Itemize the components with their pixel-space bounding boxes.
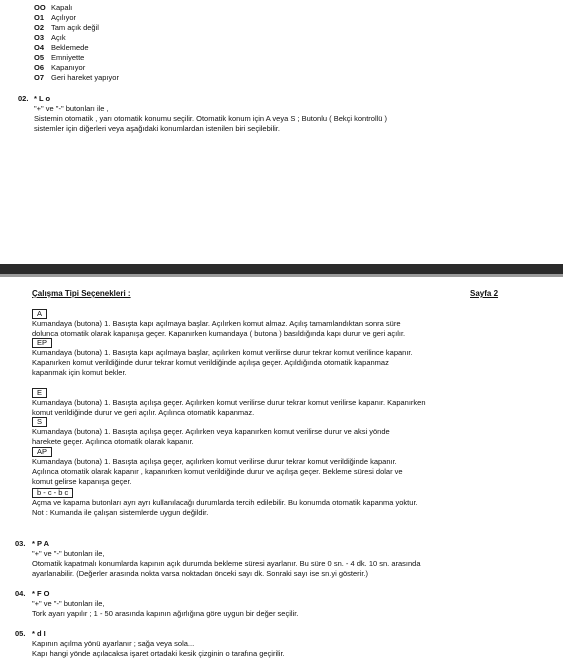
state-list [34,3,119,83]
page-separator [0,264,563,274]
state-code: O2 [34,23,45,32]
option-line: kapanmak için komut bekler. [32,368,127,377]
section-body [32,549,421,579]
page-separator-shadow [0,274,563,277]
option-block-ep [32,338,413,378]
option-label: AP [32,447,52,457]
state-code: OO [34,3,46,12]
state-item [34,63,119,73]
section-number: 03. [15,539,26,548]
option-line: Kapanırken komut verildiğinde durur tekrar komut verildiğinde açılışa geçer. Açıldığında otomatik kapanmaz [32,358,389,367]
section-title: * P A [32,539,50,548]
state-code: O6 [34,63,45,72]
option-line: Açılınca otomatik olarak kapanır , kapanırken komut verildiğinde durur ve açılışa geçer. Bekleme süresi dolar ve [32,467,403,476]
section-body [32,639,285,659]
option-line: dolunca otomatik olarak kapanışa geçer. Kapanırken kumandaya ( butona ) basıldığında kapı durur ve geri açılır. [32,329,406,338]
option-line: Açma ve kapama butonları ayrı ayrı kullanılacağı durumlarda tercih edilebilir. Bu konumda otomatik kapanma yoktur. [32,498,418,507]
state-code: O3 [34,33,45,42]
body-line: ayarlanabilir. (Değerler arasında nokta varsa noktadan önceki sayı dk. Sonraki sayı ise sn.yi gösterir.) [32,569,368,578]
option-block-s [32,417,390,447]
option-line: Kumandaya (butona) 1. Basışta açılışa geçer. Açılırken veya kapanırken komut verilirse durur ve aksi yönde [32,427,390,436]
state-label: Tam açık değil [51,23,99,32]
state-item [34,43,119,53]
body-line: Kapının açılma yönü ayarlanır ; sağa veya sola... [32,639,195,648]
option-block-ap [32,447,403,487]
section-title: * F O [32,589,50,598]
section-title: * L o [34,94,51,103]
option-line: Not : Kumanda ile çalışan sistemlerde uygun değildir. [32,508,209,517]
state-item [34,3,119,13]
state-item [34,13,119,23]
section-number: 02. [18,94,29,103]
option-line: harekete geçer. Açılınca otomatik olarak kapanır. [32,437,194,446]
body-line: "+" ve "-" butonları ile, [32,549,105,558]
state-label: Emniyette [51,53,85,62]
option-label: A [32,309,47,319]
state-item [34,23,119,33]
body-line: sistemler için diğerleri veya aşağıdaki konumlardan istenilen biri seçilebilir. [34,124,280,133]
option-block-e [32,388,426,418]
state-label: Geri hareket yapıyor [51,73,119,82]
option-line: komut gelirse kapanışa geçer. [32,477,132,486]
section-number: 04. [15,589,26,598]
state-code: O7 [34,73,45,82]
section-number: 05. [15,629,26,638]
section-body [32,599,298,619]
page-heading: Çalışma Tipi Seçenekleri : [32,289,131,298]
option-label: EP [32,338,52,348]
option-line: Kumandaya (butona) 1. Basışta açılışa geçer. Açılırken komut verilirse durur tekrar komut verilirse kapanır. Kapanırken [32,398,426,407]
option-block-bcbc [32,488,418,518]
body-line: Tork ayarı yapılır ; 1 - 50 arasında kapının ağırlığına göre uygun bir değer seçilir. [32,609,299,618]
state-item [34,33,119,43]
state-code: O5 [34,53,45,62]
state-label: Kapanıyor [51,63,86,72]
option-line: Kumandaya (butona) 1. Basışta kapı açılmaya başlar, açılırken komut verilirse durur tekrar komut verilince kapanır. [32,348,413,357]
option-line: komut verildiğinde durur ve geri açılır. Açılınca otomatik kapanmaz. [32,408,255,417]
option-label: b - c - b c [32,488,73,498]
state-label: Açılıyor [51,13,77,22]
body-line: "+" ve "-" butonları ile, [32,599,105,608]
page-number: Sayfa 2 [470,289,499,298]
state-item [34,73,119,83]
section-title: * d I [32,629,46,638]
state-item [34,53,119,63]
state-code: O4 [34,43,45,52]
option-line: Kumandaya (butona) 1. Basışta kapı açılmaya başlar. Açılırken komut almaz. Açılış tamamlandıktan sonra süre [32,319,401,328]
state-code: O1 [34,13,45,22]
section-body [34,104,387,134]
option-line: Kumandaya (butona) 1. Basışta açılışa geçer, açılırken komut verilirse durur tekrar komut verildiğinde kapanır. [32,457,397,466]
option-label: E [32,388,47,398]
state-label: Açık [51,33,66,42]
state-label: Kapalı [51,3,73,12]
state-label: Beklemede [51,43,89,52]
body-line: "+" ve "-" butonları ile , [34,104,109,113]
body-line: Otomatik kapatmalı konumlarda kapının açık durumda bekleme süresi ayarlanır. Bu süre 0 sn. - 4 dk. 10 sn. arasında [32,559,421,568]
option-block-a [32,309,405,339]
body-line: Kapı hangi yönde açılacaksa işaret ortadaki kesik çizginin o tarafına geçirilir. [32,649,285,658]
option-label: S [32,417,47,427]
body-line: Sistemin otomatik , yarı otomatik konumu seçilir. Otomatik konum için A veya S ; Butonlu ( Bekçi kontrollü ) [34,114,388,123]
